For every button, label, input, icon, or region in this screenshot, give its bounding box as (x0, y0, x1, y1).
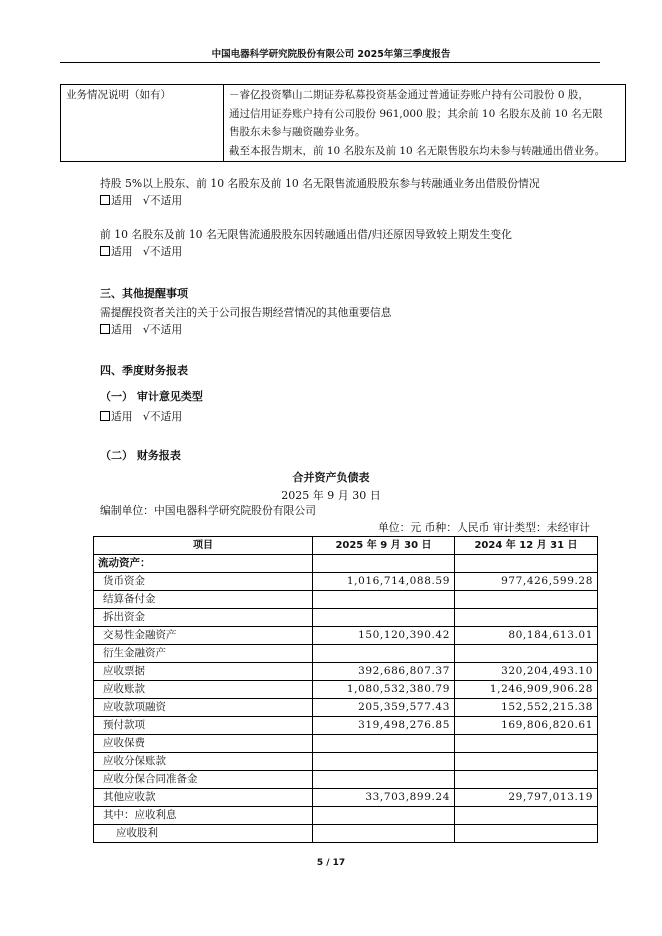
page-header: 中国电器科学研究院股份有限公司 2025年第三季度报告 (211, 49, 451, 60)
lending-change-paragraph: 前 10 名股东及前 10 名无限售流通股股东因转融通出借/归还原因导致较上期发生变化 (100, 228, 512, 241)
statement-title: 合并资产负债表 (292, 471, 370, 484)
table-row (94, 699, 598, 717)
table-row (94, 735, 598, 753)
row-current-value (313, 645, 455, 663)
row-item: 应收票据 (94, 663, 313, 681)
table-row (94, 825, 598, 843)
row-current-value (313, 771, 455, 789)
row-previous-value: 80,184,613.01 (455, 627, 598, 645)
row-item: 预付款项 (94, 717, 313, 735)
table-row (94, 609, 598, 627)
business-info-line: －睿亿投资攀山二期证券私募投资基金通过普通证券账户持有公司股份 0 股， (229, 89, 589, 101)
table-row (94, 573, 598, 591)
row-item: 拆出资金 (94, 609, 313, 627)
audit-opinion-title: （一） 审计意见类型 (100, 390, 203, 403)
row-item: 其他应收款 (94, 789, 313, 807)
row-current-value (313, 609, 455, 627)
header-rule (60, 62, 600, 63)
table-row (94, 789, 598, 807)
table-row (94, 591, 598, 609)
row-current-value (313, 807, 455, 825)
table-row (94, 717, 598, 735)
row-item: 应收分保账款 (94, 753, 313, 771)
check-mark: √ (142, 410, 150, 423)
row-item: 结算备付金 (94, 591, 313, 609)
check-mark: √ (142, 323, 150, 336)
row-current-value: 319,498,276.85 (313, 717, 455, 735)
row-previous-value (455, 807, 598, 825)
row-previous-value (455, 771, 598, 789)
row-current-value (313, 825, 455, 843)
statement-date: 2025 年 9 月 30 日 (281, 489, 381, 502)
row-current-value (313, 735, 455, 753)
table-row (94, 627, 598, 645)
row-item: 应收款项融资 (94, 699, 313, 717)
row-previous-value: 152,552,215.38 (455, 699, 598, 717)
table-row (94, 681, 598, 699)
column-header-previous: 2024 年 12 月 31 日 (455, 537, 598, 555)
business-info-text (224, 85, 626, 162)
row-current-value: 33,703,899.24 (313, 789, 455, 807)
row-previous-value (455, 645, 598, 663)
row-item: 应收账款 (94, 681, 313, 699)
row-previous-value: 169,806,820.61 (455, 717, 598, 735)
applicability-option: 适用 √不适用 (100, 193, 182, 208)
business-info-line: 截至本报告期末，前 10 名股东及前 10 名无限售股东均未参与转融通出借业务。 (229, 144, 606, 157)
financial-statements-title: （二） 财务报表 (100, 449, 181, 462)
check-mark: √ (142, 245, 150, 258)
table-row (94, 807, 598, 825)
section-3-desc: 需提醒投资者关注的关于公司报告期经营情况的其他重要信息 (100, 306, 392, 319)
applicability-option: 适用 √不适用 (100, 244, 182, 259)
column-header-current: 2025 年 9 月 30 日 (313, 537, 455, 555)
section-4-title: 四、季度财务报表 (100, 364, 188, 377)
row-previous-value (455, 825, 598, 843)
row-current-value (313, 753, 455, 771)
row-current-value: 392,686,807.37 (313, 663, 455, 681)
row-item: 货币资金 (94, 573, 313, 591)
balance-sheet-table (93, 536, 598, 843)
row-item: 应收分保合同准备金 (94, 771, 313, 789)
table-row (94, 771, 598, 789)
row-previous-value: 29,797,013.19 (455, 789, 598, 807)
checkbox-applicable (100, 246, 110, 256)
check-mark: √ (142, 194, 150, 207)
group-row (94, 555, 598, 573)
column-header-item: 项目 (94, 537, 313, 555)
row-item: 其中：应收利息 (94, 807, 313, 825)
row-current-value: 205,359,577.43 (313, 699, 455, 717)
group-label: 流动资产： (94, 555, 313, 573)
row-item: 衍生金融资产 (94, 645, 313, 663)
row-previous-value (455, 591, 598, 609)
row-current-value: 1,080,532,380.79 (313, 681, 455, 699)
page-number: 5 / 17 (316, 858, 346, 868)
row-item: 交易性金融资产 (94, 627, 313, 645)
row-item: 应收股利 (94, 825, 313, 843)
row-item: 应收保费 (94, 735, 313, 753)
business-info-line: 通过信用证券账户持有公司股份 961,000 股；其余前 10 名股东及前 10 名无限 (229, 107, 603, 120)
row-current-value (313, 591, 455, 609)
applicability-option: 适用 √不适用 (100, 409, 182, 424)
table-row (94, 753, 598, 771)
row-previous-value (455, 609, 598, 627)
table-row (94, 663, 598, 681)
row-previous-value: 320,204,493.10 (455, 663, 598, 681)
currency-info: 单位：元 币种：人民币 审计类型：未经审计 (377, 521, 590, 534)
applicability-option: 适用 √不适用 (100, 322, 182, 337)
lending-shares-paragraph: 持股 5%以上股东、前 10 名股东及前 10 名无限售流通股股东参与转融通业务出借股份情况 (100, 177, 540, 190)
business-info-line: 售股东未参与融资融券业务。 (229, 126, 366, 138)
checkbox-applicable (100, 195, 110, 205)
row-current-value: 150,120,390.42 (313, 627, 455, 645)
table-header-row (94, 537, 598, 555)
row-previous-value: 977,426,599.28 (455, 573, 598, 591)
business-info-table (60, 84, 626, 162)
checkbox-applicable (100, 411, 110, 421)
row-previous-value (455, 735, 598, 753)
business-info-label: 业务情况说明（如有） (61, 85, 224, 162)
preparing-unit: 编制单位：中国电器科学研究院股份有限公司 (100, 504, 316, 517)
section-3-title: 三、其他提醒事项 (100, 287, 188, 300)
checkbox-applicable (100, 324, 110, 334)
row-current-value: 1,016,714,088.59 (313, 573, 455, 591)
row-previous-value (455, 753, 598, 771)
table-row (94, 645, 598, 663)
row-previous-value: 1,246,909,906.28 (455, 681, 598, 699)
